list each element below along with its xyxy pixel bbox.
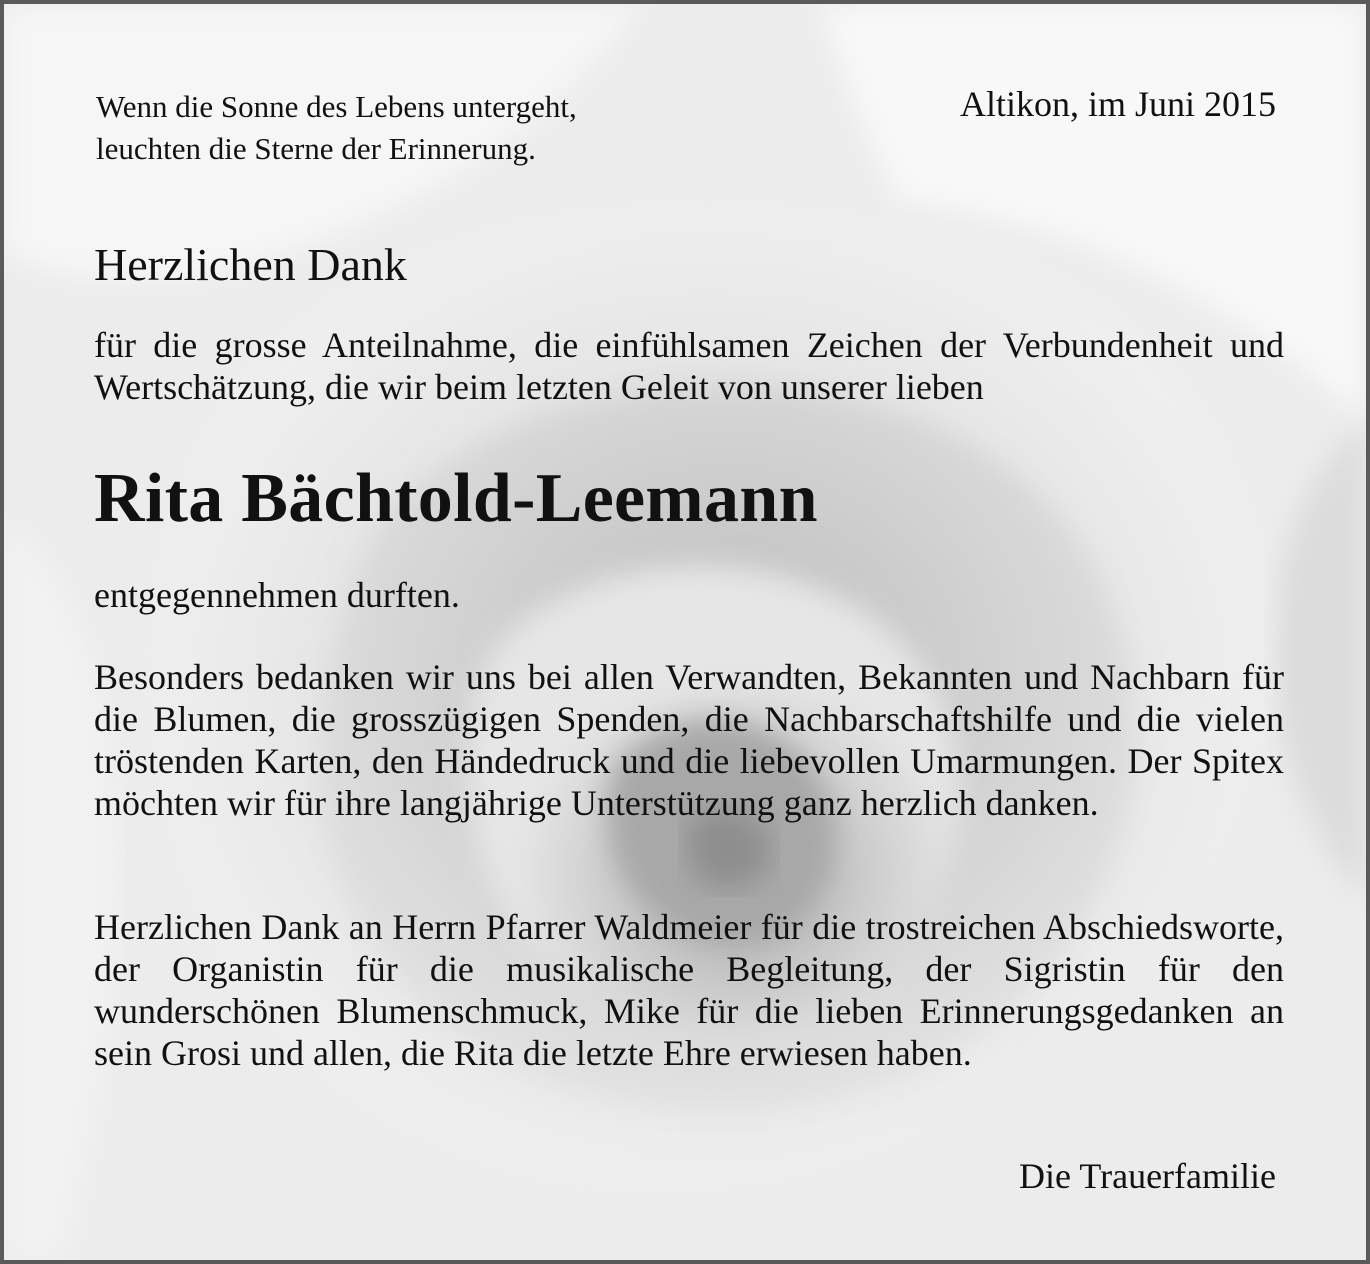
motto-line-1: Wenn die Sonne des Lebens untergeht, — [96, 89, 577, 124]
motto-line-2: leuchten die Sterne der Erinnerung. — [96, 131, 536, 166]
thanks-paragraph-2: Herzlichen Dank an Herrn Pfarrer Waldmeier für die trostreichen Abschiedsworte, der Organistin für die musikalische Begleitung, der Sigristin für den wunderschönen Blumenschmuck, Mike für die lieben Erinnerungsgedanken an sein Grosi und allen, die Rita die letzte Ehre erwiesen haben. — [94, 907, 1284, 1073]
signoff: Die Trauerfamilie — [1019, 1156, 1276, 1196]
deceased-name: Rita Bächtold-Leemann — [94, 460, 818, 537]
intro-paragraph: für die grosse Anteilnahme, die einfühlsamen Zeichen der Verbundenheit und Wertschätzung, die wir beim letzten Geleit von unserer lieben — [94, 325, 1284, 407]
place-and-date: Altikon, im Juni 2015 — [959, 84, 1276, 124]
notice-content — [4, 4, 1366, 1260]
heading: Herzlichen Dank — [94, 239, 407, 290]
thanks-paragraph-1: Besonders bedanken wir uns bei allen Verwandten, Bekannten und Nachbarn für die Blumen, die grosszügigen Spenden, die Nachbarschaftshilfe und die vielen tröstenden Karten, den Händedruck und die liebevollen Umarmungen. Der Spitex möchten wir für ihre langjährige Unterstützung ganz herzlich danken. — [94, 657, 1284, 823]
motto-quote — [96, 86, 577, 170]
intro-end-paragraph: entgegennehmen durften. — [94, 575, 460, 615]
